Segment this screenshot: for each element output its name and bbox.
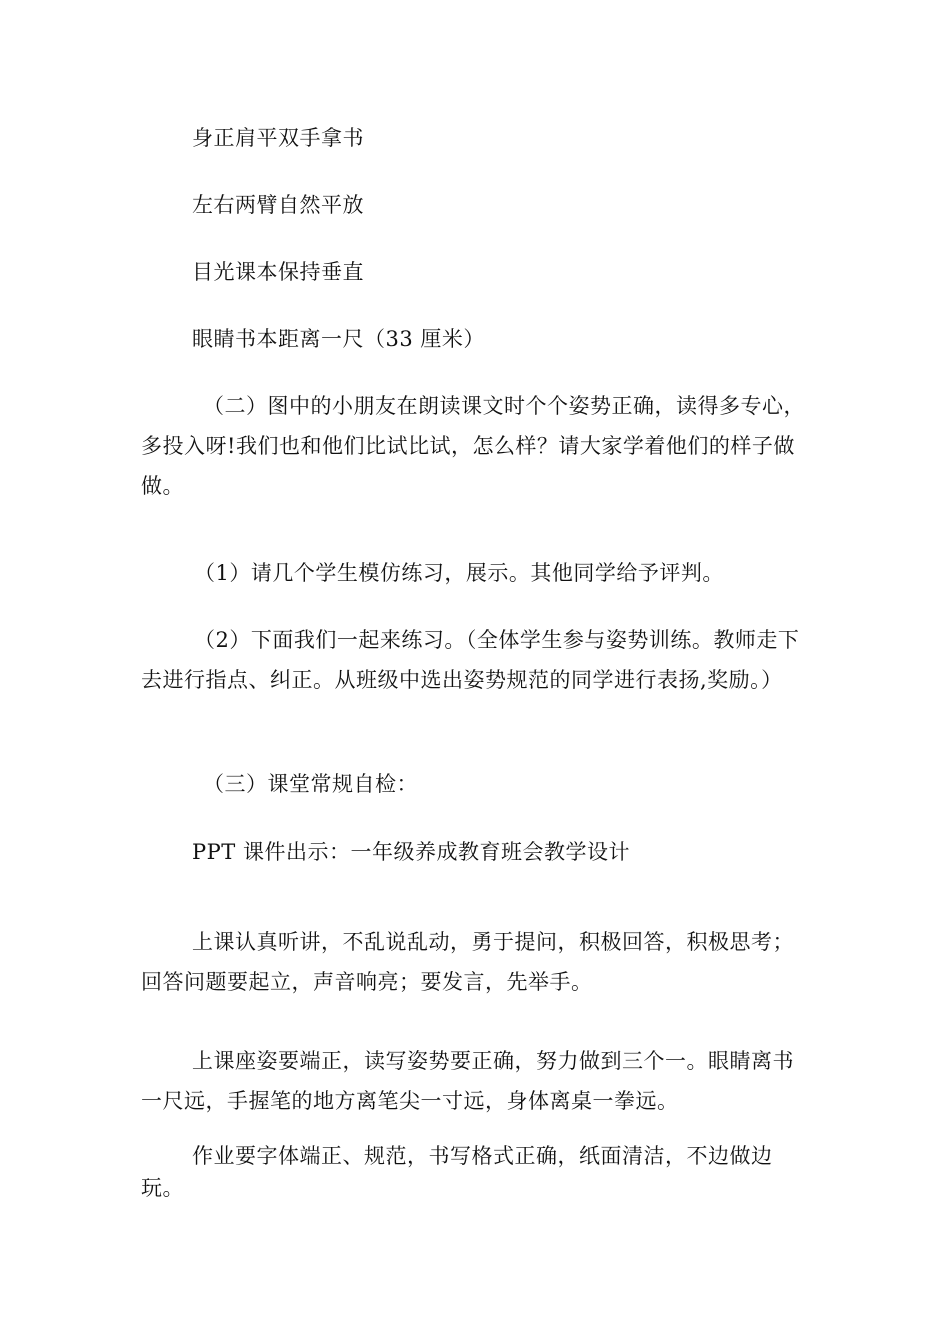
- paragraph-rule-homework: 作业要字体端正、规范，书写格式正确，纸面清洁，不边做边玩。: [141, 1144, 773, 1200]
- paragraph-ppt-title: PPT 课件出示：一年级养成教育班会教学设计: [192, 840, 630, 864]
- paragraph-rule-posture: 上课座姿要端正，读写姿势要正确，努力做到三个一。眼睛离书一尺远，手握笔的地方离笔尖一寸远，身体离桌一拳远。: [141, 1049, 794, 1113]
- posture-line-3: 目光课本保持垂直: [192, 260, 364, 284]
- posture-line-1: 身正肩平双手拿书: [192, 126, 364, 150]
- paragraph-section-2: （二）图中的小朋友在朗读课文时个个姿势正确，读得多专心，多投入呀!我们也和他们比试比试，怎么样？请大家学着他们的样子做做。: [141, 394, 805, 498]
- paragraph-step-1: （1）请几个学生模仿练习，展示。其他同学给予评判。: [194, 561, 724, 585]
- paragraph-rule-listening: 上课认真听讲，不乱说乱动，勇于提问，积极回答，积极思考；回答问题要起立，声音响亮；要发言，先举手。: [141, 930, 794, 994]
- posture-line-4: 眼睛书本距离一尺（33 厘米）: [192, 327, 485, 351]
- posture-line-2: 左右两臂自然平放: [192, 193, 364, 217]
- paragraph-step-2: （2）下面我们一起来练习。（全体学生参与姿势训练。教师走下去进行指点、纠正。从班级中选出姿势规范的同学进行表扬,奖励。）: [141, 628, 800, 692]
- paragraph-section-3: （三）课堂常规自检：: [203, 772, 418, 796]
